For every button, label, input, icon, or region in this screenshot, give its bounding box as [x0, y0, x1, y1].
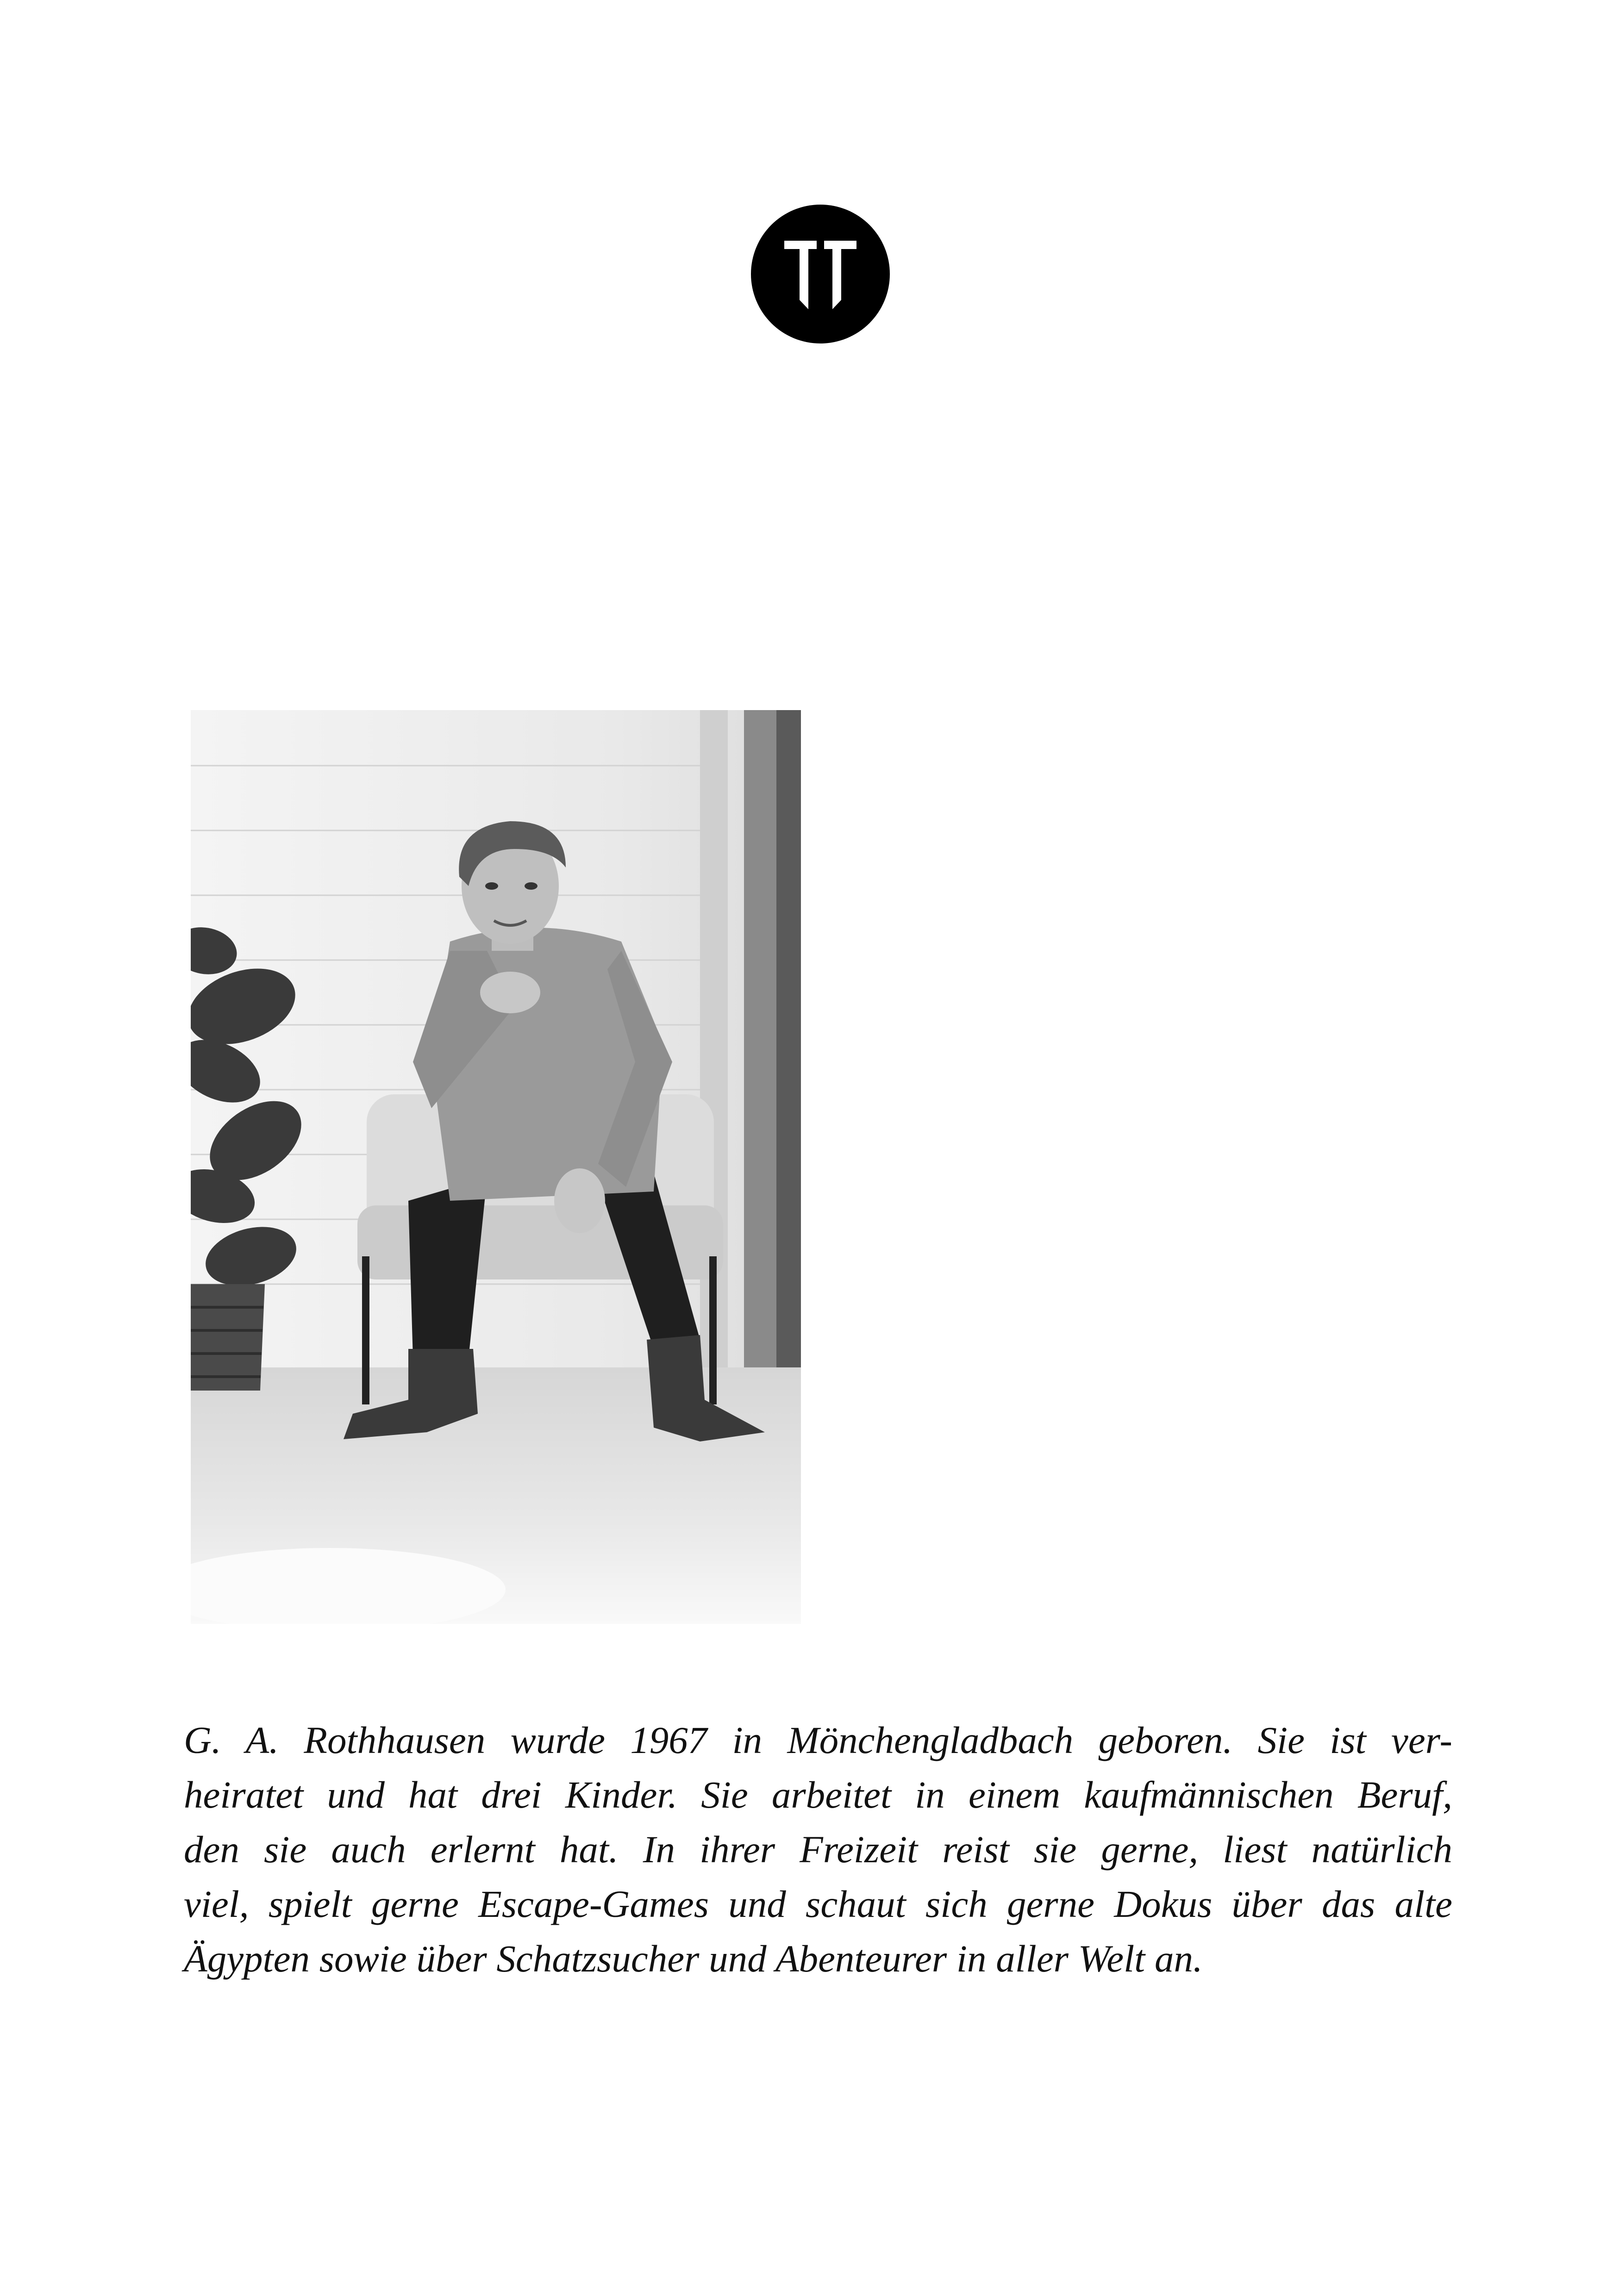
bio-line: heiratet und hat drei Kinder. Sie arbeitet in einem kaufmännischen Beruf, [184, 1773, 1452, 1816]
bio-line: den sie auch erlernt hat. In ihrer Freizeit reist sie gerne, liest natürlich [184, 1828, 1452, 1871]
bio-line: G. A. Rothhausen wurde 1967 in Mönchengladbach geboren. Sie ist ver- [184, 1719, 1452, 1761]
author-portrait-photo [191, 710, 801, 1624]
author-bio [184, 1713, 1452, 1986]
bio-line: viel, spielt gerne Escape-Games und schaut sich gerne Dokus über das alte [184, 1883, 1452, 1925]
bio-line: Ägypten sowie über Schatzsucher und Abenteurer in aller Welt an. [184, 1937, 1203, 1980]
publisher-logo-icon [751, 205, 890, 343]
